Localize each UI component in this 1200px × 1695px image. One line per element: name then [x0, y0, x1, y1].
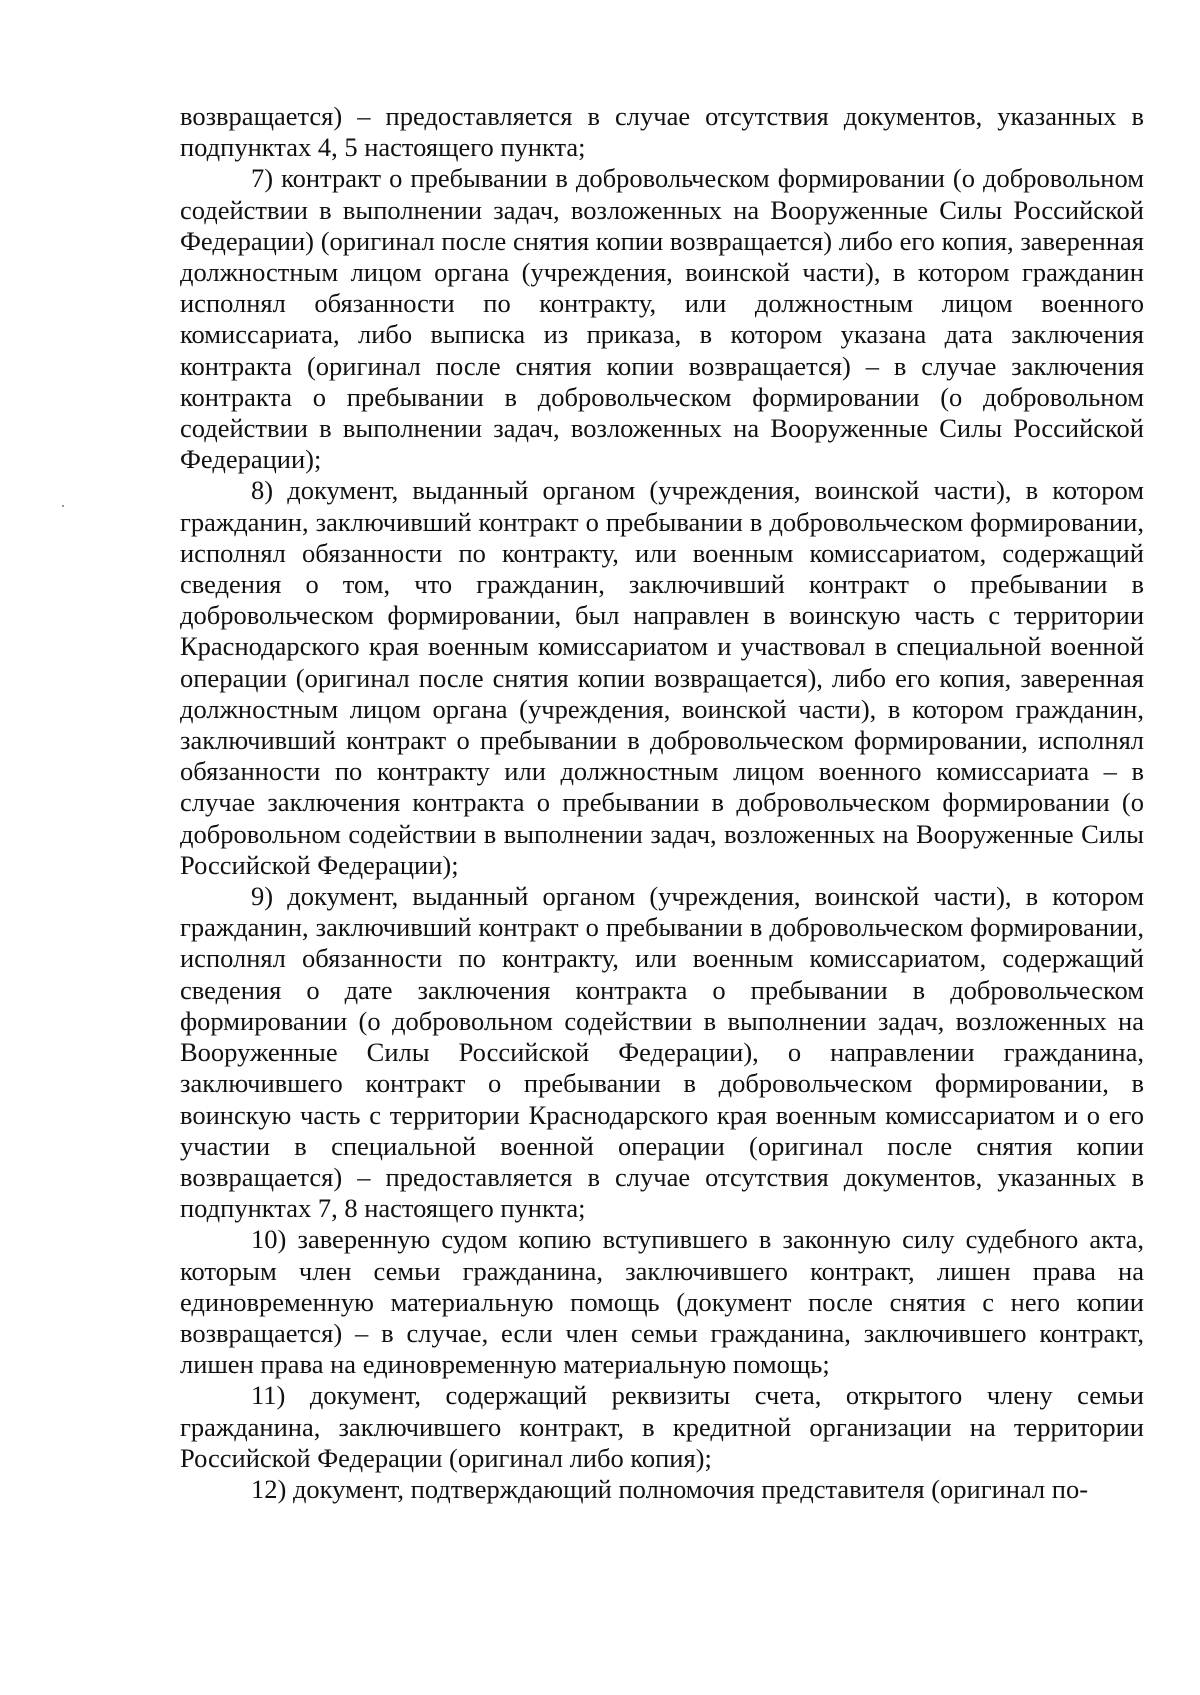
- document-body: [180, 101, 1144, 1505]
- paragraph-item-11: 11) документ, содержащий реквизиты счета, открытого члену семьи гражданина, заключившего контракт, в кредитной организации на территории Российской Федерации (оригинал либо копия);: [180, 1380, 1144, 1473]
- scan-speck: [62, 505, 64, 507]
- paragraph-continuation: возвращается) – предоставляется в случае отсутствия документов, указанных в подпунктах 4, 5 настоящего пункта;: [180, 101, 1144, 163]
- paragraph-item-8: 8) документ, выданный органом (учреждения, воинской части), в котором гражданин, заключивший контракт о пребывании в добровольческом формировании, исполнял обязанности по контракту, или военным комиссариатом, содержащий сведения о том, что гражданин, заключивший контракт о пребывании в добровольческом формировании, был направлен в воинскую часть с территории Краснодарского края военным комиссариатом и участвовал в специальной военной операции (оригинал после снятия копии возвращается), либо его копия, заверенная должностным лицом органа (учреждения, воинской части), в котором гражданин, заключивший контракт о пребывании в добровольческом формировании, исполнял обязанности по контракту или должностным лицом военного комиссариата – в случае заключения контракта о пребывании в добровольческом формировании (о добровольном содействии в выполнении задач, возложенных на Вооруженные Силы Российской Федерации);: [180, 475, 1144, 880]
- paragraph-item-12: 12) документ, подтверждающий полномочия представителя (оригинал по-: [251, 1473, 1089, 1504]
- paragraph-item-9: 9) документ, выданный органом (учреждения, воинской части), в котором гражданин, заключивший контракт о пребывании в добровольческом формировании, исполнял обязанности по контракту, или военным комиссариатом, содержащий сведения о дате заключения контракта о пребывании в добровольческом формировании (о добровольном содействии в выполнении задач, возложенных на Вооруженные Силы Российской Федерации), о направлении гражданина, заключившего контракт о пребывании в добровольческом формировании, в воинскую часть с территории Краснодарского края военным комиссариатом и о его участии в специальной военной операции (оригинал после снятия копии возвращается) – предоставляется в случае отсутствия документов, указанных в подпунктах 7, 8 настоящего пункта;: [180, 881, 1144, 1224]
- paragraph-item-10: 10) заверенную судом копию вступившего в законную силу судебного акта, которым член семьи гражданина, заключившего контракт, лишен права на единовременную материальную помощь (документ после снятия с него копии возвращается) – в случае, если член семьи гражданина, заключившего контракт, лишен права на единовременную материальную помощь;: [180, 1224, 1144, 1380]
- paragraph-item-7: 7) контракт о пребывании в добровольческом формировании (о добровольном содействии в выполнении задач, возложенных на Вооруженные Силы Российской Федерации) (оригинал после снятия копии возвращается) либо его копия, заверенная должностным лицом органа (учреждения, воинской части), в котором гражданин исполнял обязанности по контракту, или должностным лицом военного комиссариата, либо выписка из приказа, в котором указана дата заключения контракта (оригинал после снятия копии возвращается) – в случае заключения контракта о пребывании в добровольческом формировании (о добровольном содействии в выполнении задач, возложенных на Вооруженные Силы Российской Федерации);: [180, 163, 1144, 475]
